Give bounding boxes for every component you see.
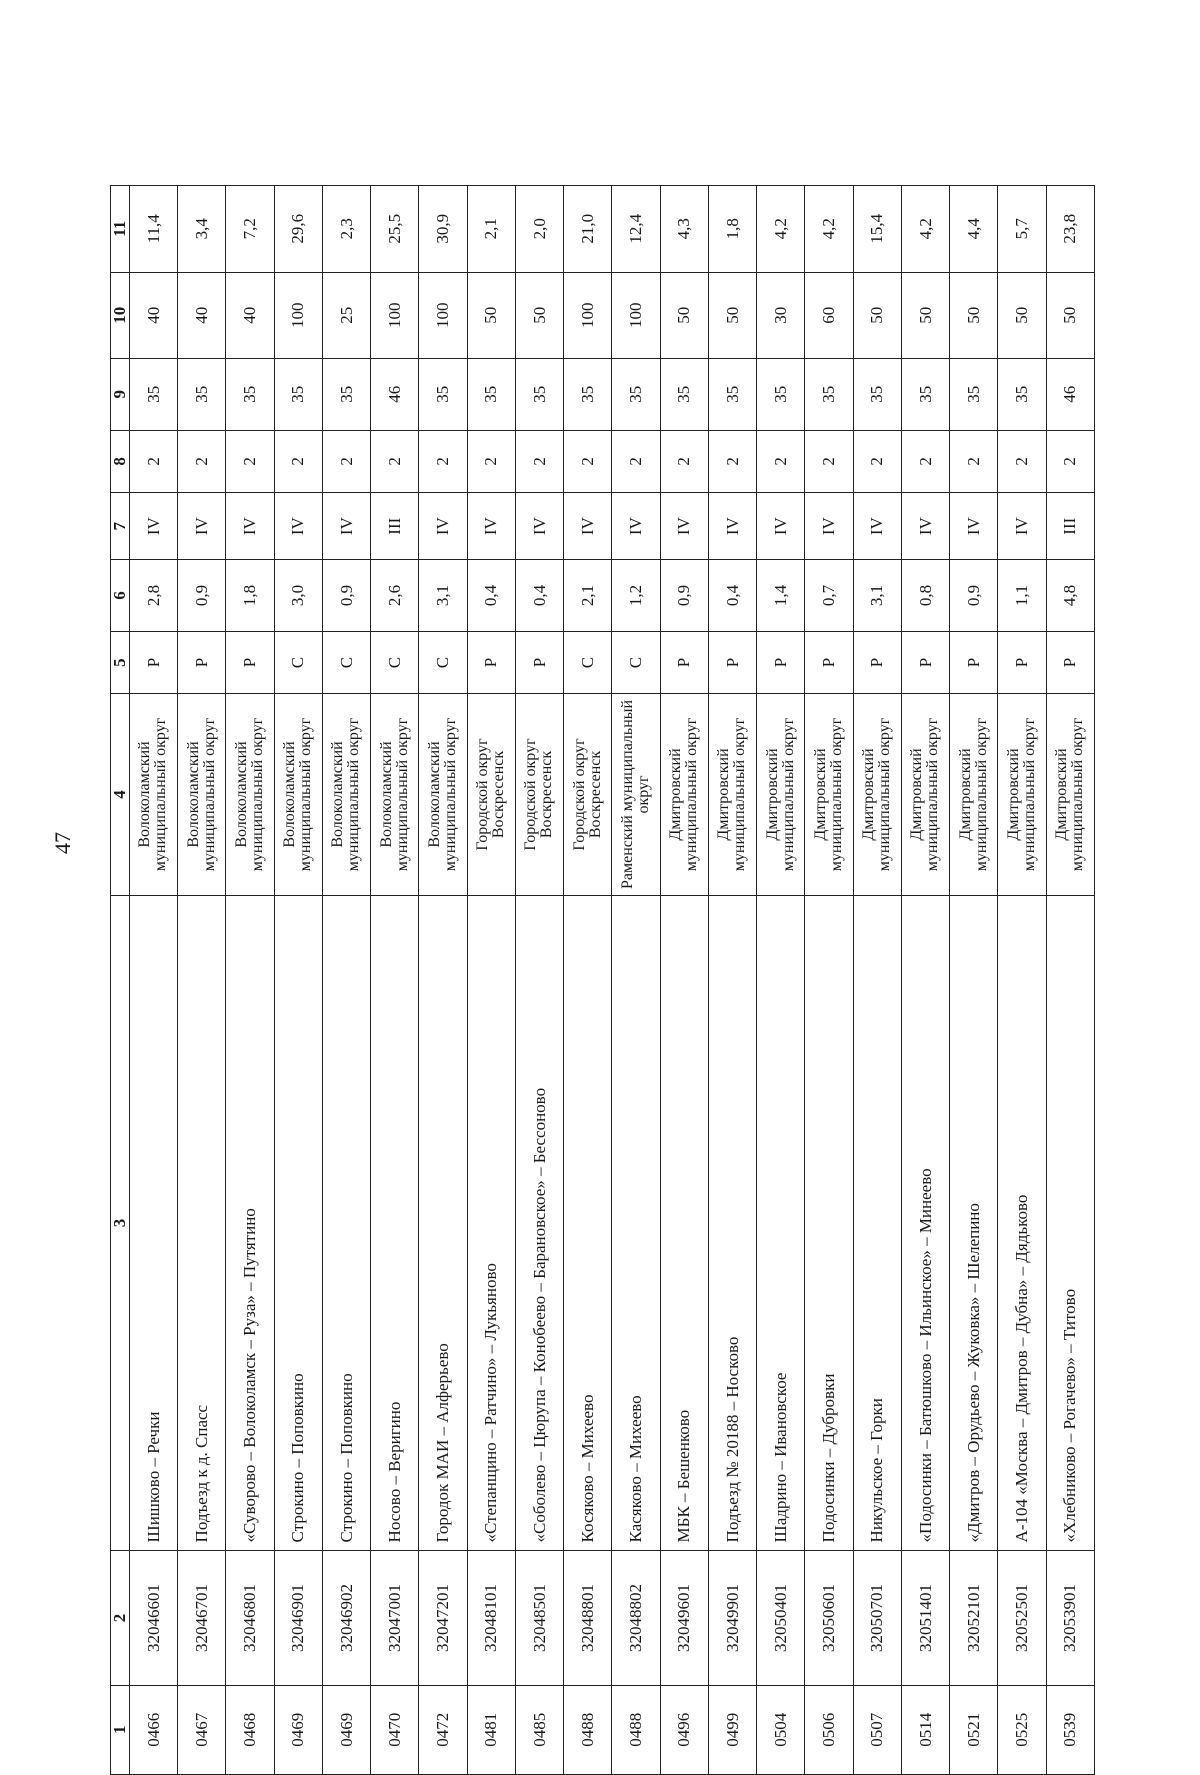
table-cell: 0,9 (950, 560, 998, 632)
table-cell: 2,0 (515, 186, 563, 273)
table-cell: Волоколамский муниципальный округ (129, 694, 177, 895)
table-cell: 32048802 (612, 1551, 660, 1685)
table-cell: 29,6 (274, 186, 322, 273)
table-cell: 32046801 (226, 1551, 274, 1685)
table-cell: Строкино – Поповкино (322, 895, 370, 1551)
table-cell: Р (853, 631, 901, 694)
table-cell: 0481 (467, 1685, 515, 1774)
table-cell: 0521 (950, 1685, 998, 1774)
table-cell: 2,1 (564, 560, 612, 632)
table-row (419, 186, 467, 1775)
table-row (1046, 186, 1094, 1775)
table-cell: 32050401 (757, 1551, 805, 1685)
table-cell: 0496 (660, 1685, 708, 1774)
table-cell: Никульское – Горки (853, 895, 901, 1551)
column-header: 10 (111, 272, 130, 358)
table-body (129, 186, 1094, 1775)
table-cell: Р (226, 631, 274, 694)
table-cell: 100 (274, 272, 322, 358)
table-cell: С (419, 631, 467, 694)
table-cell: 2 (853, 430, 901, 493)
table-cell: 7,2 (226, 186, 274, 273)
table-cell: С (371, 631, 419, 694)
table-cell: 4,3 (660, 186, 708, 273)
table-cell: С (274, 631, 322, 694)
table-cell: III (1046, 493, 1094, 560)
table-cell: Р (950, 631, 998, 694)
table-cell: 0507 (853, 1685, 901, 1774)
table-cell: IV (950, 493, 998, 560)
table-cell: 2,6 (371, 560, 419, 632)
table-cell: Шишково – Речки (129, 895, 177, 1551)
table-cell: 11,4 (129, 186, 177, 273)
table-cell: 32052501 (998, 1551, 1046, 1685)
table-cell: 3,4 (178, 186, 226, 273)
table-cell: А-104 «Москва – Дмитров – Дубна» – Дядьково (998, 895, 1046, 1551)
column-header: 11 (111, 186, 130, 273)
table-cell: 4,2 (901, 186, 949, 273)
table-cell: Городской округ Воскресенск (515, 694, 563, 895)
table-cell: Р (708, 631, 756, 694)
table-row (757, 186, 805, 1775)
table-cell: 4,2 (757, 186, 805, 273)
table-cell: С (564, 631, 612, 694)
table-cell: 0467 (178, 1685, 226, 1774)
table-cell: 35 (226, 359, 274, 431)
column-header: 4 (111, 694, 130, 895)
table-cell: 0472 (419, 1685, 467, 1774)
table-cell: 2 (274, 430, 322, 493)
table-cell: III (371, 493, 419, 560)
table-cell: Дмитровский муниципальный округ (950, 694, 998, 895)
table-cell: 30 (757, 272, 805, 358)
table-cell: 0469 (274, 1685, 322, 1774)
table-cell: Подъезд к д. Спасс (178, 895, 226, 1551)
table-cell: 100 (371, 272, 419, 358)
table-row (371, 186, 419, 1775)
table-cell: Раменский муниципальный округ (612, 694, 660, 895)
table-row (467, 186, 515, 1775)
table-cell: Дмитровский муниципальный округ (805, 694, 853, 895)
table-cell: 35 (612, 359, 660, 431)
table-cell: 0525 (998, 1685, 1046, 1774)
table-cell: 1,1 (998, 560, 1046, 632)
table-cell: 1,8 (708, 186, 756, 273)
table-cell: Носово – Веригино (371, 895, 419, 1551)
table-cell: 35 (998, 359, 1046, 431)
table-cell: Городской округ Воскресенск (467, 694, 515, 895)
table-cell: IV (129, 493, 177, 560)
table-cell: «Дмитров – Орудьево – Жуковка» – Шелепино (950, 895, 998, 1551)
table-cell: 12,4 (612, 186, 660, 273)
table-cell: 35 (853, 359, 901, 431)
table-cell: 32051401 (901, 1551, 949, 1685)
table-cell: 0,4 (708, 560, 756, 632)
table-cell: Р (901, 631, 949, 694)
table-cell: 32052101 (950, 1551, 998, 1685)
table-cell: 50 (950, 272, 998, 358)
table-cell: 25 (322, 272, 370, 358)
table-row (515, 186, 563, 1775)
table-cell: 32048801 (564, 1551, 612, 1685)
table-cell: Дмитровский муниципальный округ (708, 694, 756, 895)
table-cell: Подосинки – Дубровки (805, 895, 853, 1551)
table-row (805, 186, 853, 1775)
table-cell: 0,9 (322, 560, 370, 632)
table-cell: IV (660, 493, 708, 560)
table-cell: «Хлебниково – Рогачево» – Титово (1046, 895, 1094, 1551)
table-cell: 32047201 (419, 1551, 467, 1685)
table-cell: 46 (1046, 359, 1094, 431)
table-cell: IV (322, 493, 370, 560)
table-cell: Волоколамский муниципальный округ (371, 694, 419, 895)
table-cell: Дмитровский муниципальный округ (901, 694, 949, 895)
table-cell: «Степанщино – Ратчино» – Лукьяново (467, 895, 515, 1551)
table-cell: 3,1 (419, 560, 467, 632)
table-cell: 3,0 (274, 560, 322, 632)
table-cell: 2 (467, 430, 515, 493)
table-cell: Дмитровский муниципальный округ (853, 694, 901, 895)
column-header: 9 (111, 359, 130, 431)
table-cell: Р (1046, 631, 1094, 694)
table-row (660, 186, 708, 1775)
table-cell: Волоколамский муниципальный округ (226, 694, 274, 895)
table-cell: 0506 (805, 1685, 853, 1774)
table-cell: С (322, 631, 370, 694)
table-cell: 2 (419, 430, 467, 493)
table-cell: 0468 (226, 1685, 274, 1774)
table-cell: 32046901 (274, 1551, 322, 1685)
table-cell: 0,4 (467, 560, 515, 632)
table-cell: 0466 (129, 1685, 177, 1774)
table-cell: Р (178, 631, 226, 694)
table-cell: 2 (901, 430, 949, 493)
table-cell: Р (515, 631, 563, 694)
table-row (226, 186, 274, 1775)
table-cell: 32053901 (1046, 1551, 1094, 1685)
table-cell: 35 (129, 359, 177, 431)
table-cell: 2 (322, 430, 370, 493)
table-cell: 0499 (708, 1685, 756, 1774)
column-header: 7 (111, 493, 130, 560)
table-cell: 50 (660, 272, 708, 358)
table-cell: 50 (515, 272, 563, 358)
table-cell: 2 (564, 430, 612, 493)
table-cell: 32048101 (467, 1551, 515, 1685)
table-cell: Дмитровский муниципальный округ (660, 694, 708, 895)
table-cell: Волоколамский муниципальный округ (419, 694, 467, 895)
table-cell: Касяково – Михеево (612, 895, 660, 1551)
table-cell: 35 (515, 359, 563, 431)
table-row (998, 186, 1046, 1775)
table-cell: Подъезд № 20188 – Носково (708, 895, 756, 1551)
table-cell: «Соболево – Цюрупа – Конобеево – Барановское» – Бессоново (515, 895, 563, 1551)
column-header: 5 (111, 631, 130, 694)
table-cell: 2 (950, 430, 998, 493)
table-cell: IV (274, 493, 322, 560)
table-cell: 0,7 (805, 560, 853, 632)
table-cell: «Подосинки – Батюшково – Ильинское» – Минеево (901, 895, 949, 1551)
table-cell: 35 (467, 359, 515, 431)
table-cell: 32046902 (322, 1551, 370, 1685)
column-header: 2 (111, 1551, 130, 1685)
table-cell: IV (564, 493, 612, 560)
table-cell: IV (467, 493, 515, 560)
table-cell: 1,2 (612, 560, 660, 632)
table-cell: 32046701 (178, 1551, 226, 1685)
table-cell: 1,8 (226, 560, 274, 632)
table-cell: 2 (371, 430, 419, 493)
table-cell: 2 (1046, 430, 1094, 493)
table-row (274, 186, 322, 1775)
table-cell: Дмитровский муниципальный округ (1046, 694, 1094, 895)
table-cell: 35 (178, 359, 226, 431)
table-cell: 0,8 (901, 560, 949, 632)
table-cell: 35 (274, 359, 322, 431)
table-cell: МБК – Бешенково (660, 895, 708, 1551)
table-cell: «Суворово – Волоколамск – Руза» – Путятино (226, 895, 274, 1551)
table-cell: 0,9 (660, 560, 708, 632)
table-cell: 15,4 (853, 186, 901, 273)
table-cell: Р (757, 631, 805, 694)
table-cell: 0485 (515, 1685, 563, 1774)
table-row (564, 186, 612, 1775)
table-cell: Волоколамский муниципальный округ (274, 694, 322, 895)
table-cell: Р (129, 631, 177, 694)
table-cell: С (612, 631, 660, 694)
table-cell: IV (853, 493, 901, 560)
table-cell: 2,1 (467, 186, 515, 273)
table-cell: Городок МАИ – Алферьево (419, 895, 467, 1551)
table-cell: 100 (564, 272, 612, 358)
table-cell: 2 (226, 430, 274, 493)
column-header: 1 (111, 1685, 130, 1774)
table-cell: 3,1 (853, 560, 901, 632)
table-cell: IV (515, 493, 563, 560)
table-cell: Волоколамский муниципальный округ (178, 694, 226, 895)
table-cell: 2,8 (129, 560, 177, 632)
table-cell: 35 (564, 359, 612, 431)
table-cell: 2,3 (322, 186, 370, 273)
table-cell: 0488 (564, 1685, 612, 1774)
table-cell: 50 (853, 272, 901, 358)
table-cell: 4,2 (805, 186, 853, 273)
table-cell: IV (901, 493, 949, 560)
table-cell: IV (805, 493, 853, 560)
table-cell: 60 (805, 272, 853, 358)
table-cell: 32047001 (371, 1551, 419, 1685)
table-cell: 40 (226, 272, 274, 358)
table-cell: IV (757, 493, 805, 560)
table-row (950, 186, 998, 1775)
table-cell: 40 (178, 272, 226, 358)
table-cell: 35 (708, 359, 756, 431)
table-cell: 50 (1046, 272, 1094, 358)
table-cell: 2 (757, 430, 805, 493)
table-cell: 35 (950, 359, 998, 431)
table-row (129, 186, 177, 1775)
table-cell: 32049601 (660, 1551, 708, 1685)
table-cell: 32046601 (129, 1551, 177, 1685)
table-cell: Р (660, 631, 708, 694)
table-cell: 0,4 (515, 560, 563, 632)
table-cell: IV (226, 493, 274, 560)
table-cell: 21,0 (564, 186, 612, 273)
page-number: 47 (50, 832, 75, 854)
table-cell: 0,9 (178, 560, 226, 632)
table-cell: 25,5 (371, 186, 419, 273)
table-cell: Р (998, 631, 1046, 694)
table-cell: 0504 (757, 1685, 805, 1774)
table-cell: 2 (129, 430, 177, 493)
table-cell: Р (467, 631, 515, 694)
table-cell: 2 (708, 430, 756, 493)
table-cell: Дмитровский муниципальный округ (998, 694, 1046, 895)
table-cell: 2 (998, 430, 1046, 493)
table-cell: 4,8 (1046, 560, 1094, 632)
table-cell: 1,4 (757, 560, 805, 632)
table-cell: IV (419, 493, 467, 560)
table-cell: 100 (612, 272, 660, 358)
table-cell: 23,8 (1046, 186, 1094, 273)
table-cell: 32049901 (708, 1551, 756, 1685)
table-header-row (111, 186, 130, 1775)
table-cell: Р (805, 631, 853, 694)
table-cell: 2 (515, 430, 563, 493)
table-cell: 50 (708, 272, 756, 358)
table-cell: Шадрино – Ивановское (757, 895, 805, 1551)
table-cell: Городской округ Воскресенск (564, 694, 612, 895)
table-cell: 32048501 (515, 1551, 563, 1685)
table-cell: 50 (901, 272, 949, 358)
table-cell: 100 (419, 272, 467, 358)
table-cell: 0539 (1046, 1685, 1094, 1774)
table-cell: 50 (467, 272, 515, 358)
table-cell: 2 (660, 430, 708, 493)
table-row (612, 186, 660, 1775)
table-cell: 50 (998, 272, 1046, 358)
table-row (708, 186, 756, 1775)
table-cell: 0470 (371, 1685, 419, 1774)
table-cell: 32050601 (805, 1551, 853, 1685)
table-cell: 35 (805, 359, 853, 431)
table-row (901, 186, 949, 1775)
table-row (853, 186, 901, 1775)
table-cell: 5,7 (998, 186, 1046, 273)
table-cell: 0514 (901, 1685, 949, 1774)
column-header: 6 (111, 560, 130, 632)
table-cell: 0469 (322, 1685, 370, 1774)
column-header: 3 (111, 895, 130, 1551)
table-row (178, 186, 226, 1775)
table-cell: 2 (612, 430, 660, 493)
table-cell: IV (178, 493, 226, 560)
table-cell: Дмитровский муниципальный округ (757, 694, 805, 895)
table-cell: 35 (757, 359, 805, 431)
table-cell: IV (708, 493, 756, 560)
table-cell: 0488 (612, 1685, 660, 1774)
table-cell: IV (998, 493, 1046, 560)
roads-table (110, 185, 1095, 1775)
table-row (322, 186, 370, 1775)
table-cell: 35 (322, 359, 370, 431)
table-cell: 2 (805, 430, 853, 493)
table-cell: 30,9 (419, 186, 467, 273)
table-cell: 35 (419, 359, 467, 431)
table-cell: IV (612, 493, 660, 560)
table-cell: Волоколамский муниципальный округ (322, 694, 370, 895)
column-header: 8 (111, 430, 130, 493)
table-cell: 32050701 (853, 1551, 901, 1685)
table-cell: 46 (371, 359, 419, 431)
table-cell: 35 (660, 359, 708, 431)
table-cell: 40 (129, 272, 177, 358)
table-cell: 4,4 (950, 186, 998, 273)
table-cell: 35 (901, 359, 949, 431)
table-cell: 2 (178, 430, 226, 493)
rotated-table-wrapper (110, 185, 1095, 1775)
table-cell: Строкино – Поповкино (274, 895, 322, 1551)
table-cell: Косяково – Михеево (564, 895, 612, 1551)
